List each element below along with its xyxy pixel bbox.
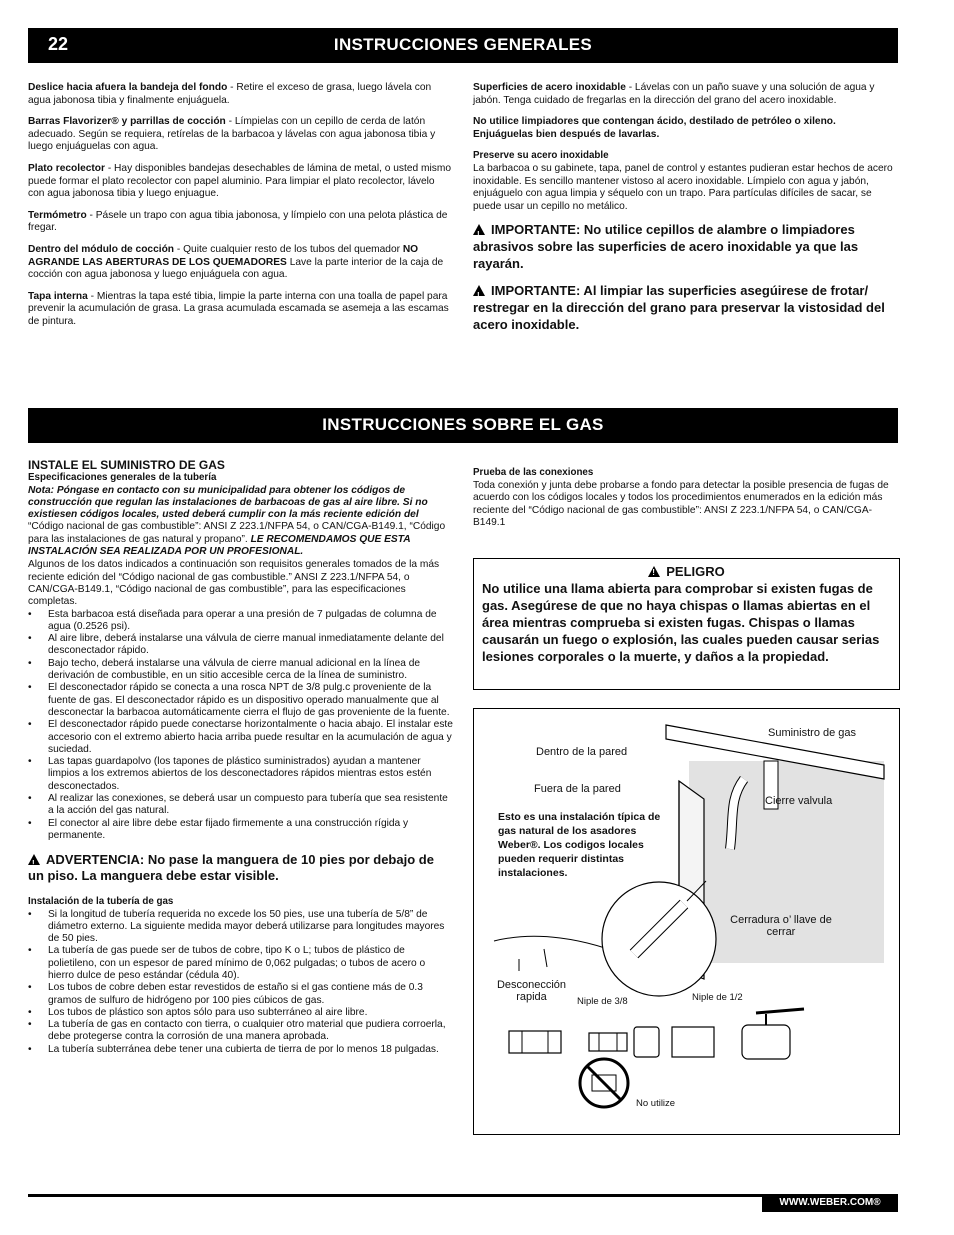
quick-disconnect-icon <box>509 1031 561 1053</box>
general-right-column: Superficies de acero inoxidable - Lávelas con un paño suave y una solución de agua y jabón. Tenga cuidado de fregarlas en la dirección del grano del acero inoxidable. No utilice limpiadores que contengan ácido, destilado de petróleo o xileno. Enjuáguelas bien después de lavarlas. Preserve su acero inoxidable La barbacoa o su gabinete, tapa, panel de control y estantes pudieran estar hechos de acero inoxidable. Es sencillo mantener vistoso al acero inoxidable. Límpielo con agua y jabón, enjuáguelo con agua limpia y séquelo con un trapo. Para partículas difíciles de sacar, se puede usar un cepillo no metálico. !IMPORTANTE: No utilice cepillos de alambre o limpiadores abrasivos sobre las superficies de acero inoxidable ya que las rayarán. !IMPORTANTE: Al limpiar las superficies asegúirese de frotar/ restregar en la dirección del grano para preservar la vistosidad del acero inoxidable. <box>473 82 898 343</box>
section-title-gas: INSTRUCCIONES SOBRE EL GAS <box>322 415 604 434</box>
list-item: • El desconectador rápido se conecta a una rosca NPT de 3/8 pulg.c proveniente de la fuente de gas. El desconectador rápido es un dispositivo operado manualmente que al desconectar la barbacoa automáticamente cierra el flujo de gas proveniente de la fuente. <box>48 682 453 719</box>
nipple-38-icon <box>589 1033 627 1051</box>
footer-url[interactable]: WWW.WEBER.COM® <box>762 1194 898 1212</box>
no-use-icon <box>580 1059 628 1107</box>
advertencia-note: !ADVERTENCIA: No pase la manguera de 10 pies por debajo de un piso. La manguera debe estar visible. <box>28 852 453 884</box>
danger-text: No utilice una llama abierta para comprobar si existen fugas de gas. Asegúrese de que no haya chispas o llamas abiertas en el área mientras comprueba si existen fugas. Chispas o llamas causarán un fuego o explosión, las cuales pueden causar serias lesiones corporales o la muerte, y daños a la propiedad. <box>482 581 880 664</box>
list-item: • El conector al aire libre debe estar fijado firmemente a una construcción rígida y permanente. <box>48 818 453 843</box>
list-item: • La tubería subterránea debe tener una cubierta de tierra de por lo menos 18 pulgadas. <box>48 1044 453 1056</box>
list-item: • El desconectador rápido puede conectarse horizontalmente o hacia abajo. El instalar este accesorio con el extremo abierto hacia arriba puede resultar en la acumulación de agua y suciedad. <box>48 719 453 756</box>
section-title-general: INSTRUCCIONES GENERALES <box>333 35 593 54</box>
section-header-general <box>28 28 898 63</box>
danger-box <box>473 558 900 690</box>
list-item: • La tubería de gas en contacto con tierra, o cualquier otro material que pudiera corroerla, debe protegerse contra la corrosión de una manera aprobada. <box>48 1019 453 1044</box>
list-item: • Las tapas guardapolvo (los tapones de plástico suministrados) ayudan a mantener limpios a los extremos abiertos de los desconectadores rápidos mientras estos estén desconectados. <box>48 756 453 793</box>
list-item: • Bajo techo, deberá instalarse una válvula de cierre manual adicional en la línea de derivación de combustible, en un sitio accesible cerca de la línea de suministro. <box>48 658 453 683</box>
gas-left-column: INSTALE EL SUMINISTRO DE GAS Especificaciones generales de la tubería Nota: Póngase en contacto con su municipalidad para obtener los códigos de construcción que regulan las instalaciones de barbacoas de gas al aire libre. Si no existiesen códigos locales, usted deberá cumplir con la más reciente edición del “Código nacional de gas combustible”: ANSI Z 223.1/NFPA 54, o CAN/CGA-B149.1, “Código para las instalaciones de gas natural y propano”. LE RECOMENDAMOS QUE ESTA INSTALACIÓN SEA REALIZADA POR UN PROFESIONAL. Algunos de los datos indicados a continuación son requisitos generales tomados de la más reciente edición del “Código nacional de gas combustible.” ANSI Z 223.1/NFPA 54, o CAN/CGA-B149.1, “Código nacional de gas combustible”, para las especificaciones completas. • Esta barbacoa está diseñada para operar a una presión de 7 pulgadas de columna de agua (0.2526 psi). • Al aire libre, deberá instalarse una válvula de cierre manual inmediatamente delante del desconectador rápido. • Bajo techo, deberá instalarse una válvula de cierre manual adicional en la línea de derivación de combustible, en un sitio accesible cerca de la línea de suministro. • El desconectador rápido se conecta a una rosca NPT de 3/8 pulg.c proveniente de la fuente de gas. El desconectador rápido es un dispositivo operado manualmente que al desconectar la barbacoa automáticamente cierra el flujo de gas proveniente de la fuente. • El desconectador rápido puede conectarse horizontalmente o hacia abajo. El instalar este accesorio con el extremo abierto hacia arriba puede resultar en la acumulación de agua y suciedad. • Las tapas guardapolvo (los tapones de plástico suministrados) ayudan a mantener limpios a los extremos abiertos de los desconectadores rápidos mientras estos estén desconectados. • Al realizar las conexiones, se deberá usar un compuesto para tubería que sea resistente a la acción del gas natural. • El conector al aire libre debe estar fijado firmemente a una construcción rígida y permanente. !ADVERTENCIA: No pase la manguera de 10 pies por debajo de un piso. La manguera debe estar visible. Instalación de la tubería de gas • Si la longitud de tubería requerida no excede los 50 pies, use una tubería de 5/8” de diámetro externo. La siguiente medida mayor deberá utilizarse para longitudes mayores de 50 pies. • La tubería de gas puede ser de tubos de cobre, tipo K o L; tubos de plástico de polietileno, con un espesor de pared mínimo de 0,062 pulgadas; o tubos de acero o hierro dulce de peso estándar (cédula 40). • Los tubos de cobre deben estar revestidos de estaño si el gas contiene más de 0.3 gramos de sulfuro de hidrógeno por 100 pies cúbicos de gas. • Los tubos de plástico son aptos sólo para uso subterráneo al aire libre. • La tubería de gas en contacto con tierra, o cualquier otro material que pudiera corroerla, debe protegerse contra la corrosión de una manera aprobada. • La tubería subterránea debe tener una cubierta de tierra de por lo menos 18 pulgadas. <box>28 459 453 1056</box>
list-item: • Esta barbacoa está diseñada para operar a una presión de 7 pulgadas de columna de agua (0.2526 psi). <box>48 609 453 634</box>
warning-triangle-icon <box>473 285 485 296</box>
list-item: • Al realizar las conexiones, se deberá usar un compuesto para tubería que sea resistente a la acción del gas natural. <box>48 793 453 818</box>
important-note-1: !IMPORTANTE: No utilice cepillos de alambre o limpiadores abrasivos sobre las superficies de acero inoxidable ya que las rayarán. <box>473 221 898 272</box>
general-paragraph: Plato recolector - Hay disponibles bandejas desechables de lámina de metal, o usted mismo puede formar el plato recolector con papel aluminio. Para limpiar el plato recolector, lávelo con agua jabonosa tibia y luego enjuague. <box>28 162 452 200</box>
general-paragraph: Barras Flavorizer® y parrillas de cocción - Límpielas con un cepillo de cerda de latón adecuado. Según se requiera, retírelas de la barbacoa y lávelas con agua jabonosa tibia y luego enjuáguelas con agua. <box>28 116 436 153</box>
warning-triangle-icon <box>648 566 660 577</box>
gas-heading: INSTALE EL SUMINISTRO DE GAS <box>28 458 225 472</box>
gas-installation-figure: Suministro de gas Dentro de la pared Fuera de la pared Cierre valvula Esto es una instalación típica de gas natural de los asadores Weber®. Los codigos locales pueden requerir distintas instalaciones. Cerradura o’ llave de cerrar Desconección rapida Niple de 3/8 Niple de 1/2 No utilize <box>473 708 900 1135</box>
list-item: • Si la longitud de tubería requerida no excede los 50 pies, use una tubería de 5/8” de diámetro externo. La siguiente medida mayor deberá utilizarse para longitudes mayores de 50 pies. <box>48 909 453 946</box>
list-item: • Los tubos de cobre deben estar revestidos de estaño si el gas contiene más de 0.3 gramos de sulfuro de hidrógeno por 100 pies cúbicos de gas. <box>48 982 453 1007</box>
danger-title: PELIGRO <box>666 564 725 579</box>
general-paragraph: Deslice hacia afuera la bandeja del fondo - Retire el exceso de grasa, luego lávela con agua jabonosa tibia y finalmente enjuáguela. <box>28 82 432 106</box>
no-acid-warning: No utilice limpiadores que contengan ácido, destilado de petróleo o xileno. Enjuáguelas bien después de lavarlas. <box>473 116 836 140</box>
section-header-gas <box>28 408 898 443</box>
nipple-12-icon <box>672 1027 714 1057</box>
general-paragraph: Tapa interna - Mientras la tapa esté tibia, limpie la parte interna con una toalla de papel para prevenir la acumulación de grasa. La grasa acumulada escamada se asemeja a las escamas de pintura. <box>28 290 449 327</box>
gas-spec-list <box>28 609 453 843</box>
figure-note: Esto es una instalación típica de gas natural de los asadores Weber®. Los codigos locales pueden requerir distintas instalaciones. <box>498 811 661 879</box>
list-item: • La tubería de gas puede ser de tubos de cobre, tipo K o L; tubos de plástico de polietileno, con un espesor de pared mínimo de 0,062 pulgadas; o tubos de acero o hierro dulce de peso estándar (cédula 40). <box>48 945 453 982</box>
ball-valve-icon <box>742 1009 804 1059</box>
important-note-2: !IMPORTANTE: Al limpiar las superficies asegúirese de frotar/ restregar en la dirección del grano para preservar la vistosidad del acero inoxidable. <box>473 282 898 333</box>
general-paragraph: Termómetro - Pásele un trapo con agua tibia jabonosa, y límpielo con una pelota plástica de fregar. <box>28 209 448 234</box>
general-left-column <box>28 82 453 338</box>
warning-triangle-icon <box>28 854 40 865</box>
list-item: • Los tubos de plástico son aptos sólo para uso subterráneo al aire libre. <box>48 1007 453 1019</box>
general-paragraph: Dentro del módulo de cocción - Quite cualquier resto de los tubos del quemador NO AGRANDE LAS ABERTURAS DE LOS QUEMADORES Lave la parte interior de la caja de cocción con agua jabonosa y luego enjuáguela con agua. <box>28 243 444 281</box>
page-number: 22 <box>48 34 69 54</box>
gas-right-column: Prueba de las conexiones Toda conexión y junta debe probarse a fondo para detectar la posible presencia de fugas de acuerdo con los códigos locales y todos los procedimientos enumerados en la edición más reciente del “Código nacional de gas combustible”: ANSI Z 223.1/NFPA 54, o CAN/CGA-B149.1 <box>473 467 889 529</box>
warning-triangle-icon <box>473 224 485 235</box>
list-item: • Al aire libre, deberá instalarse una válvula de cierre manual inmediatamente delante del desconectador rápido. <box>48 633 453 658</box>
pipe-install-list <box>28 909 453 1057</box>
